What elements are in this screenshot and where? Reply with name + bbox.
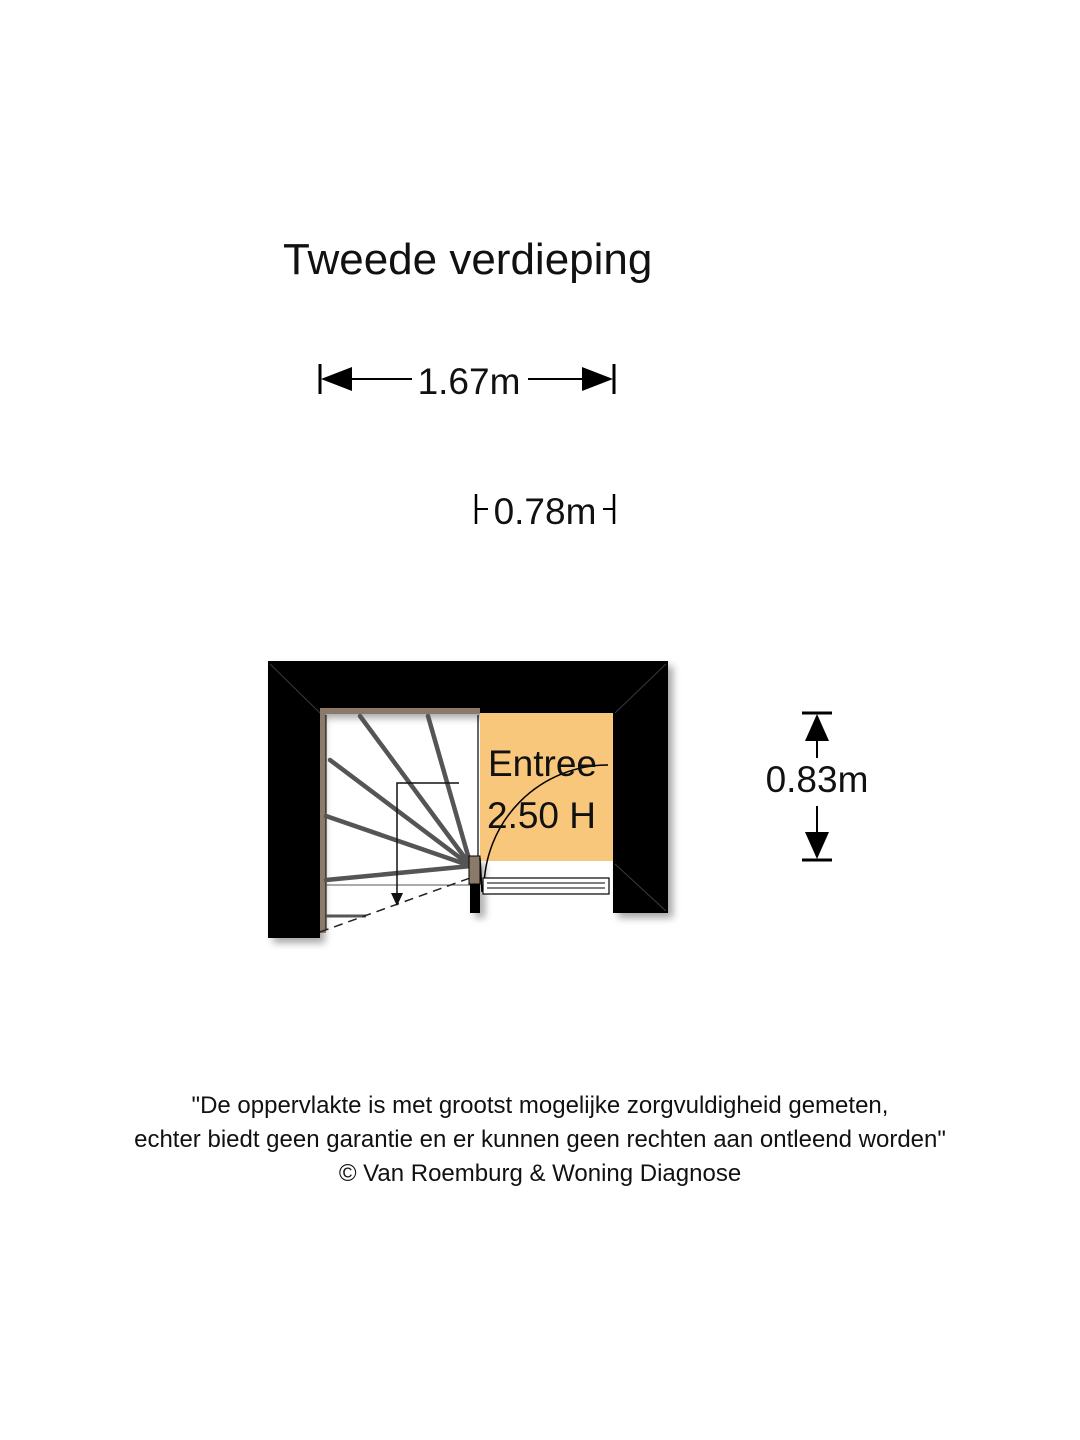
- dimension-label-depth-right: 0.83m: [765, 758, 869, 800]
- dimension-width-door: [476, 491, 614, 532]
- staircase-icon: [320, 708, 480, 933]
- room-entree-fill: [480, 713, 613, 861]
- dimension-label-width-top: 1.67m: [417, 360, 521, 402]
- dimension-width-top: [320, 361, 614, 402]
- disclaimer: [0, 1089, 1080, 1191]
- room-name: Entree: [488, 743, 598, 784]
- disclaimer-line-3: © Van Roemburg & Woning Diagnose: [338, 1160, 742, 1187]
- disclaimer-line-2: echter biedt geen garantie en er kunnen geen rechten aan ontleend worden": [134, 1126, 946, 1153]
- dimension-label-width-door: 0.78m: [493, 490, 597, 532]
- floor-title: Tweede verdieping: [283, 235, 653, 284]
- disclaimer-line-1: "De oppervlakte is met grootst mogelijke zorgvuldigheid gemeten,: [191, 1092, 889, 1119]
- room-height: 2.50 H: [487, 795, 597, 836]
- dimension-depth-right: [766, 713, 869, 860]
